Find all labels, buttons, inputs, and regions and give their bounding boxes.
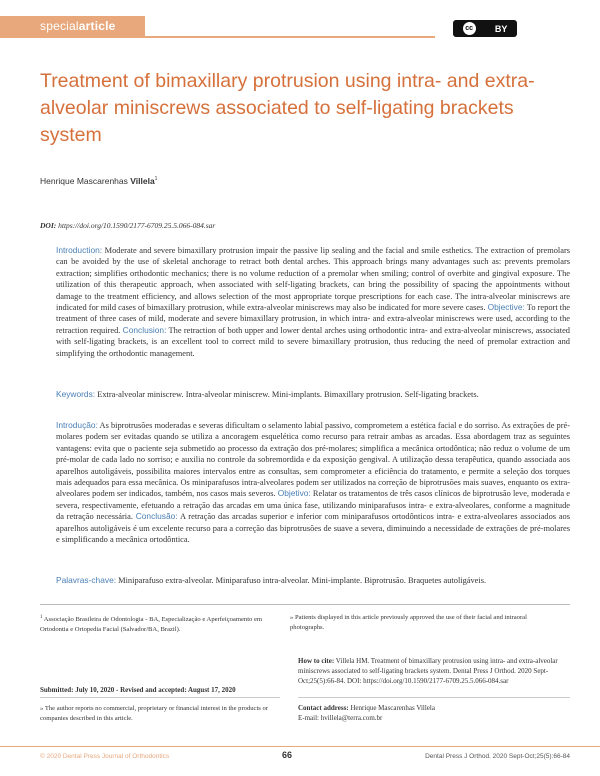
affiliation-footnote: $^1$ Associação Brasileira de Odontologia - BA, Especialização e Aperfeiçoamento em Ortodontia e Ortopedia Facial (Salvador/BA, Brazil).: [40, 615, 263, 633]
header-bar: [0, 16, 600, 40]
abstract-english: Introduction: Moderate and severe bimaxillary protrusion impair the passive lip sealing and the facial and smile esthetics. The extraction of premolars can be avoided by the use of skeletal anchorage to retract both dental arches. This approach brings many advantages such as: prevents premolars extraction; simplifies orthodontic mechanics; there is no volume reduction of a premolar when smiling; control of overbite and gingival exposure. The utilization of this therapeutic approach, when associated with self-ligating brackets, can bring the possibility of spacing the appointments without damage to the treatment efficiency, and allows selection of the most appropriate torque prescriptions for each case. The intra-alveolar miniscrews are indicated for mild cases of bimaxillary protrusion, while extra-alveolar miniscrews may also be indicated for more severe cases. Objective: To report the treatment of three cases of mild, moderate and severe bimaxillary protrusion, in which intra- and extra-alveolar miniscrews were used, according to the retraction required. Conclusion: The retraction of both upper and lower dental arches using orthodontic intra- and extra-alveolar miniscrews, associated with self-ligating brackets, is an excellent tool to correct mild to severe bimaxillary protrusion, thus reducing the need of premolar extraction and simplifying the orthodontic management.: [56, 245, 570, 358]
patients-consent-note: » Patients displayed in this article previously approved the use of their facial and intraoral photographs.: [290, 614, 527, 631]
page-footer: [0, 750, 600, 764]
footer-copyright: © 2020 Dental Press Journal of Orthodontics: [40, 753, 170, 760]
submission-dates: Submitted: July 10, 2020 - Revised and accepted: August 17, 2020: [40, 686, 236, 694]
left-footnote-rule: [40, 697, 280, 698]
page-number: 66: [282, 750, 293, 760]
cc-by-license-badge[interactable]: [453, 20, 517, 37]
abstract-portuguese: Introdução: As biprotrusões moderadas e severas dificultam o selamento labial passivo, comprometem a estética facial e do sorriso. As extrações de pré-molares podem ser evitadas quando se utiliza a ancoragem esquelética como recurso para retrair ambas as arcadas. Essa abordagem traz as seguintes vantagens: evita que o paciente seja submetido ao processo da extração dos pré-molares; simplifica a mecânica ortodôntica; não reduz o volume de um pré-molar de cada lado no sorriso; e auxilia no controle da sobremordida e da exposição gengival. A utilização dessa terapêutica, quando associada aos aparelhos autoligáveis, possibilita maiores intervalos entre as consultas, sem comprometer a eficiência do tratamento, e permite a seleção dos torques mais adequados para essa mecânica. Os miniparafusos intra-alveolares podem ser utilizados na correção de biprotrusões mais suaves, enquanto os extra-alveolares podem ser indicados, também, nos casos mais severos. Objetivo: Relatar os tratamentos de três casos clínicos de biprotrusão leve, moderada e severa, respectivamente, efetuando a retração das arcadas em uma única fase, utilizando miniparafusos intra- e extra-alveolares, conforme a magnitude da retração necessária. Conclusão: A retração das arcadas superior e inferior com miniparafusos ortodônticos intra- e extra-alveolares associados aos aparelhos autoligáveis é um excelente recurso para a correção das biprotrusões de suave a severa, diminuindo a necessidade de extrações de pré-molares e simplificando a mecânica ortodôntica.: [56, 420, 570, 545]
contact-email[interactable]: E-mail: hvillela@terra.com.br: [298, 713, 383, 722]
section-label: specialarticle: [40, 19, 116, 33]
keywords-english: Keywords: Extra-alveolar miniscrew. Intra-alveolar miniscrew. Mini-implants. Bimaxillary protrusion. Self-ligating brackets.: [56, 389, 479, 399]
keywords-portuguese: Palavras-chave: Miniparafuso extra-alveolar. Miniparafuso intra-alveolar. Mini-implante. Biprotrusão. Braquetes autoligáveis.: [56, 575, 487, 585]
conflict-disclosure: » The author reports no commercial, proprietary or financial interest in the products or companies described in this article.: [40, 705, 269, 722]
author-line: Henrique Mascarenhas Villela$^1$: [40, 176, 158, 186]
contact-address: Contact address: Henrique Mascarenhas Villela E-mail: hvillela@terra.com.br: [298, 704, 435, 722]
section-label-box: [0, 16, 145, 38]
creative-commons-icon: cc: [463, 22, 476, 35]
right-footnote-rule: [298, 697, 570, 698]
footer-rule: [0, 746, 600, 747]
header-rule: [145, 36, 435, 38]
footer-citation: Dental Press J Orthod. 2020 Sept-Oct;25(5):66-84: [425, 753, 570, 760]
article-title: Treatment of bimaxillary protrusion using intra- and extra-alveolar miniscrews associated to self-ligating brackets system: [40, 70, 535, 146]
by-license-text: BY: [494, 23, 508, 34]
doi-link[interactable]: https://doi.org/10.1590/2177-6709.25.5.066-084.sar: [56, 221, 216, 230]
doi-line: DOI: https://doi.org/10.1590/2177-6709.25.5.066-084.sar: [40, 221, 216, 230]
how-to-cite: How to cite: Villela HM. Treatment of bimaxillary protrusion using intra- and extra-alveolar miniscrews associated to self-ligating brackets system. Dental Press J Orthod. 2020 Sept-Oct;25(5):66-84. DOI: https://doi.org/10.1590/2177-6709.25.5.066-084.sar: [298, 657, 558, 685]
footnote-divider: [40, 604, 570, 605]
